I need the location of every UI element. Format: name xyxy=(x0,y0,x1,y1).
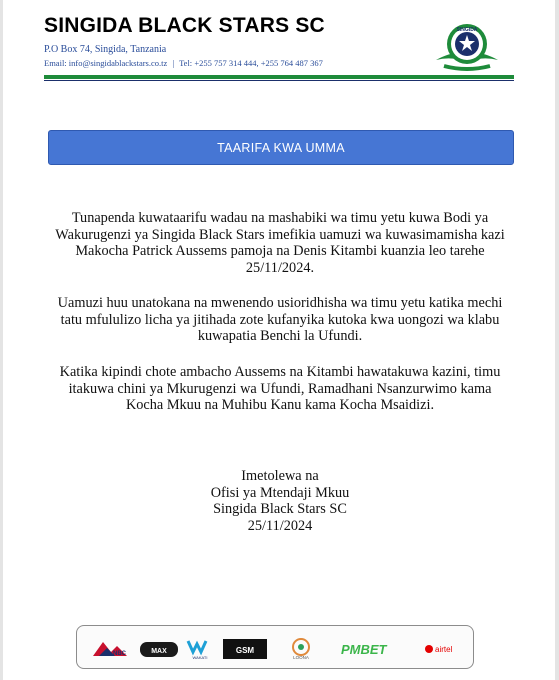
paragraph-line: Kocha Mkuu na Muhibu Kanu kama Kocha Msaidizi. xyxy=(125,397,435,413)
header-rule-green xyxy=(44,75,514,79)
page-edge-left xyxy=(0,0,3,680)
paragraph-line: Katika kipindi chote ambacho Aussems na Kitambi hawatakuwa kazini, timu xyxy=(59,364,501,380)
pmbet-logo xyxy=(339,638,401,660)
paragraph-interim xyxy=(40,364,520,414)
paragraph-line: Makocha Patrick Aussems pamoja na Denis Kitambi kuanzia leo tarehe xyxy=(75,243,485,259)
club-crest-logo xyxy=(434,20,500,72)
email-label: Email: xyxy=(44,58,67,68)
svg-text:GSM: GSM xyxy=(235,646,255,655)
paragraph-reason xyxy=(40,295,520,345)
paragraph-line: itakuwa chini ya Mkurugenzi wa Ufundi, Ramadhani Nsanzurwimo kama xyxy=(68,380,492,397)
issuing-office: Ofisi ya Mtendaji Mkuu xyxy=(210,484,350,501)
club-name: SINGIDA BLACK STARS SC xyxy=(44,14,325,37)
paragraph-line: tatu mfululizo licha ya jitihada zote kufanyika kutoka kwa uongozi wa klabu xyxy=(60,311,500,328)
club-address: P.O Box 74, Singida, Tanzania xyxy=(44,44,167,55)
airtel-logo xyxy=(423,638,463,660)
paragraph-line: Wakurugenzi ya Singida Black Stars imefikia uamuzi wa kuwasimamisha kazi xyxy=(55,226,505,243)
paragraph-line: Uamuzi huu unatokana na mwenendo usioridhisha wa timu yetu katika mechi xyxy=(57,295,503,311)
issuing-club: Singida Black Stars SC xyxy=(213,501,347,517)
signature-block xyxy=(40,468,520,534)
gsm-logo xyxy=(223,638,267,660)
svg-text:MAX: MAX xyxy=(151,648,167,655)
phone-label: Tel: xyxy=(179,58,193,68)
paragraph-suspension xyxy=(40,210,520,276)
wakati-logo xyxy=(185,638,215,660)
crest-text: SINGIDA xyxy=(456,27,478,33)
club-contacts xyxy=(44,58,323,68)
notice-title-banner xyxy=(48,130,514,165)
phone-numbers: +255 757 314 444, +255 764 487 367 xyxy=(194,58,323,68)
paragraph-line: Tunapenda kuwataarifu wadau na mashabiki wa timu yetu kuwa Bodi ya xyxy=(71,210,489,226)
svg-text:airtel: airtel xyxy=(435,645,453,654)
email-address: info@singidablackstars.co.tz xyxy=(68,58,168,68)
header-rule-blue xyxy=(44,80,514,81)
nbc-logo xyxy=(91,638,131,660)
issue-date: 25/11/2024 xyxy=(247,517,313,534)
max-logo xyxy=(139,638,179,660)
page-edge-right xyxy=(555,0,559,680)
paragraph-line: kuwapatia Benchi la Ufundi. xyxy=(197,328,363,344)
svg-text:LOONA: LOONA xyxy=(293,655,309,660)
sponsor-bar xyxy=(76,625,474,669)
issued-by: Imetolewa na xyxy=(241,468,319,484)
svg-text:PMBET: PMBET xyxy=(341,642,387,657)
paragraph-line: 25/11/2024. xyxy=(245,259,315,276)
contact-separator: | xyxy=(172,58,175,68)
svg-text:WAKATI: WAKATI xyxy=(192,655,208,660)
loona-logo xyxy=(285,638,317,660)
svg-text:NBC: NBC xyxy=(113,651,126,657)
notice-title: TAARIFA KWA UMMA xyxy=(217,140,345,155)
